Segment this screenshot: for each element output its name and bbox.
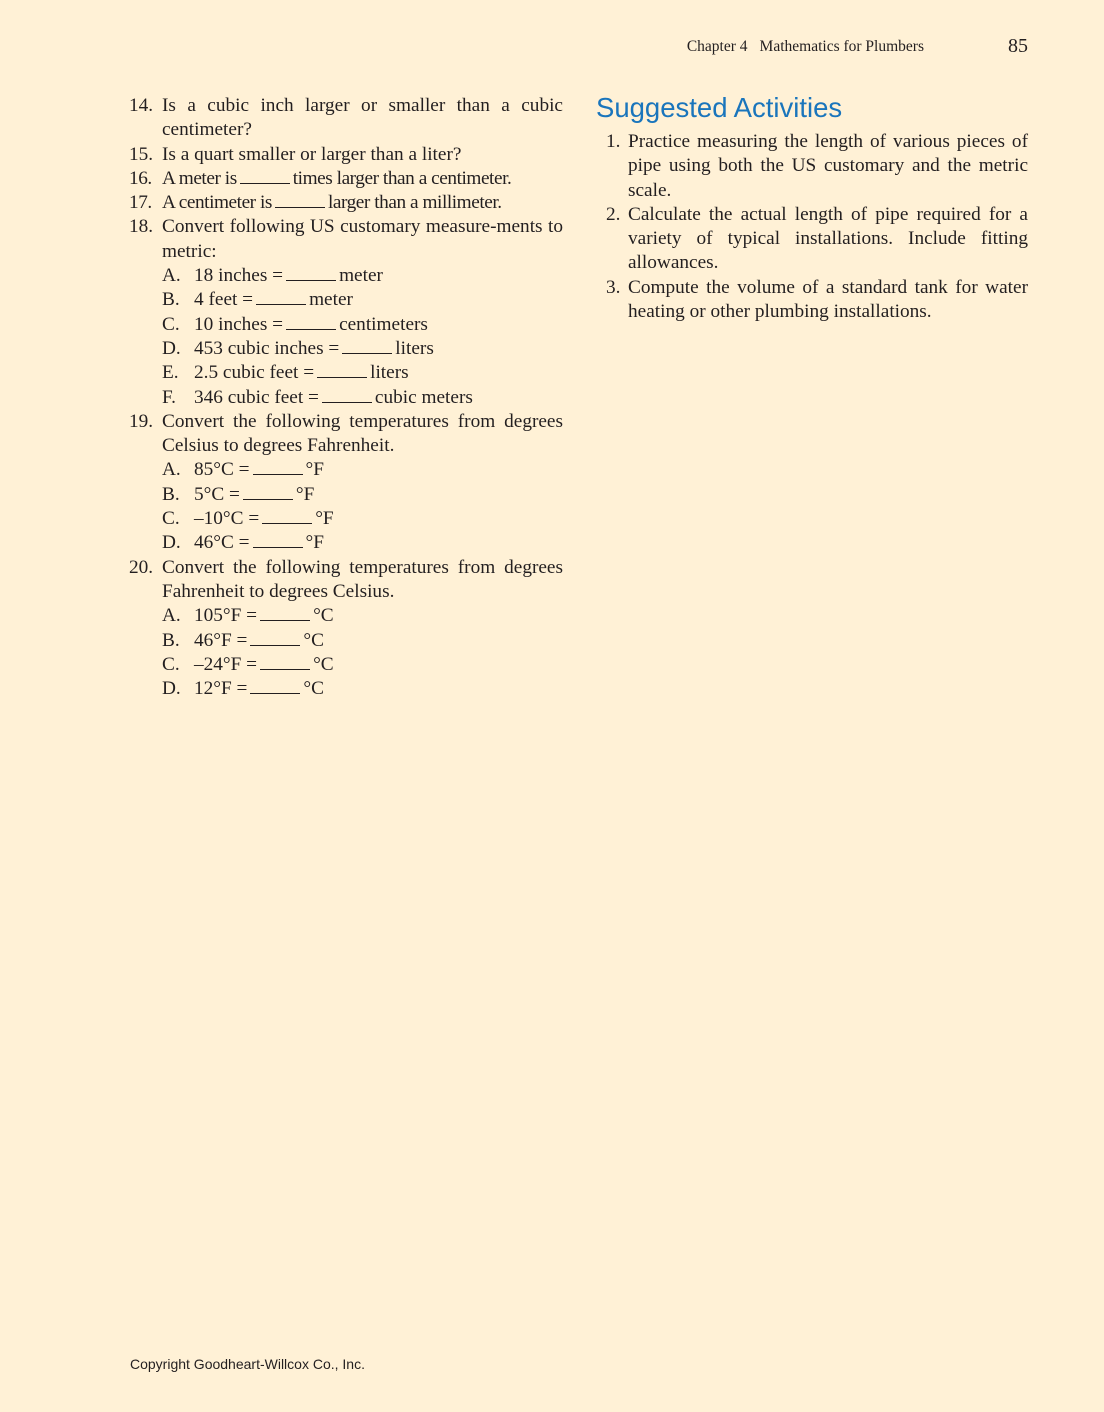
subitem-unit: °F (315, 508, 334, 530)
activity-number: 1. (606, 131, 621, 152)
copyright-footer: Copyright Goodheart-Willcox Co., Inc. (130, 1356, 365, 1372)
activity-text: Compute the volume of a standard tank for water heating or other plumbing installations. (628, 276, 1028, 323)
review-questions-column (129, 94, 563, 701)
subitem-unit: meter (309, 289, 353, 311)
subitem-unit: °F (305, 459, 324, 481)
question-20 (129, 556, 563, 605)
question-15 (129, 143, 563, 167)
answer-blank (286, 314, 336, 330)
running-head (0, 36, 1104, 60)
section-heading: Suggested Activities (596, 92, 843, 123)
page-number: 85 (1008, 35, 1028, 57)
answer-blank (250, 630, 300, 646)
question-text-before: A meter is (162, 167, 237, 189)
subitem (129, 313, 563, 337)
subitem-text: 453 cubic inches = (194, 337, 340, 359)
answer-blank (260, 654, 310, 670)
subitem-unit: cubic meters (374, 386, 473, 408)
subitem (129, 604, 563, 628)
answer-blank (262, 508, 312, 524)
activity-text: Calculate the actual length of pipe required for a variety of typical installations. Include fitting allowances. (628, 203, 1028, 274)
question-18 (129, 215, 563, 264)
subitem-text: –24°F = (194, 653, 258, 675)
subitem (129, 288, 563, 312)
answer-blank (253, 459, 303, 475)
activity-item (596, 203, 1028, 276)
subitem-letter: B. (162, 483, 180, 505)
subitem-text: 46°C = (194, 532, 250, 554)
subitem-letter: D. (162, 678, 181, 700)
activity-item (596, 130, 1028, 203)
subitem-unit: liters (370, 362, 409, 384)
subitem (129, 264, 563, 288)
question-number: 17. (129, 192, 152, 214)
subitem (129, 507, 563, 531)
subitem-text: 4 feet = (194, 289, 254, 311)
subitem-letter: C. (162, 508, 180, 530)
answer-blank (342, 338, 392, 354)
answer-blank (275, 192, 325, 208)
subitem (129, 361, 563, 385)
question-16 (129, 167, 563, 191)
question-number: 16. (129, 167, 152, 189)
subitem-unit: °F (305, 532, 324, 554)
chapter-number: Chapter 4 (686, 38, 748, 55)
question-text-before: A centimeter is (162, 192, 272, 214)
activity-number: 2. (606, 203, 621, 225)
subitem (129, 531, 563, 555)
subitem (129, 483, 563, 507)
subitem-text: 46°F = (194, 629, 248, 651)
question-text: Is a cubic inch larger or smaller than a cubic centimeter? (162, 95, 563, 141)
subitem-letter: F. (162, 386, 176, 408)
answer-blank (260, 605, 310, 621)
suggested-activities-column (596, 92, 1028, 324)
question-19 (129, 410, 563, 459)
answer-blank (243, 484, 293, 500)
subitem-letter: C. (162, 313, 180, 335)
subitem-unit: centimeters (339, 313, 428, 335)
answer-blank (286, 265, 336, 281)
question-14 (129, 94, 563, 143)
subitem-letter: A. (162, 605, 181, 627)
subitem-text: 105°F = (194, 605, 258, 627)
question-text: Convert following US customary measure-ments to metric: (162, 216, 563, 262)
subitem-unit: meter (339, 265, 383, 287)
subitem-text: 85°C = (194, 459, 250, 481)
subitem-text: 5°C = (194, 483, 240, 505)
answer-blank (256, 289, 306, 305)
subitem (129, 337, 563, 361)
answer-blank (240, 168, 290, 184)
subitem-letter: D. (162, 532, 181, 554)
subitem-letter: B. (162, 629, 180, 651)
subitem (129, 629, 563, 653)
subitem-text: 12°F = (194, 678, 248, 700)
subitem-letter: E. (162, 362, 179, 384)
subitem-letter: B. (162, 289, 180, 311)
answer-blank (253, 532, 303, 548)
question-number: 14. (129, 95, 154, 116)
subitem (129, 386, 563, 410)
subitem-text: –10°C = (194, 508, 260, 530)
chapter-label (687, 38, 924, 56)
question-text-after: times larger than a centimeter. (292, 167, 512, 189)
subitem-unit: °C (303, 678, 324, 700)
question-number: 19. (129, 410, 154, 432)
subitem (129, 677, 563, 701)
subitem-letter: D. (162, 337, 181, 359)
subitem-text: 346 cubic feet = (194, 386, 319, 408)
subitem (129, 653, 563, 677)
activity-item (596, 276, 1028, 325)
subitem-unit: °C (313, 605, 334, 627)
subitem-unit: liters (395, 337, 434, 359)
chapter-title: Mathematics for Plumbers (759, 38, 924, 55)
question-number: 15. (129, 143, 154, 165)
subitem-unit: °C (313, 653, 334, 675)
answer-blank (317, 362, 367, 378)
subitem-unit: °F (295, 483, 315, 505)
subitem-unit: °C (303, 629, 324, 651)
question-number: 18. (129, 216, 154, 238)
question-number: 20. (129, 556, 154, 578)
answer-blank (250, 678, 300, 694)
subitem-letter: A. (162, 265, 181, 287)
question-text: Is a quart smaller or larger than a liter? (162, 143, 462, 165)
subitem-letter: A. (162, 459, 181, 481)
subitem-text: 18 inches = (194, 265, 284, 287)
question-text: Convert the following temperatures from degrees Fahrenheit to degrees Celsius. (162, 556, 563, 602)
activity-number: 3. (606, 276, 621, 298)
question-text-after: larger than a millimeter. (327, 192, 502, 214)
subitem-text: 10 inches = (194, 313, 284, 335)
question-text: Convert the following temperatures from degrees Celsius to degrees Fahrenheit. (162, 410, 563, 457)
question-17 (129, 191, 563, 215)
subitem-text: 2.5 cubic feet = (194, 362, 315, 384)
activity-text: Practice measuring the length of various pieces of pipe using both the US customary and the metric scale. (628, 131, 1028, 201)
subitem-letter: C. (162, 653, 180, 675)
subitem (129, 458, 563, 482)
answer-blank (322, 387, 372, 403)
